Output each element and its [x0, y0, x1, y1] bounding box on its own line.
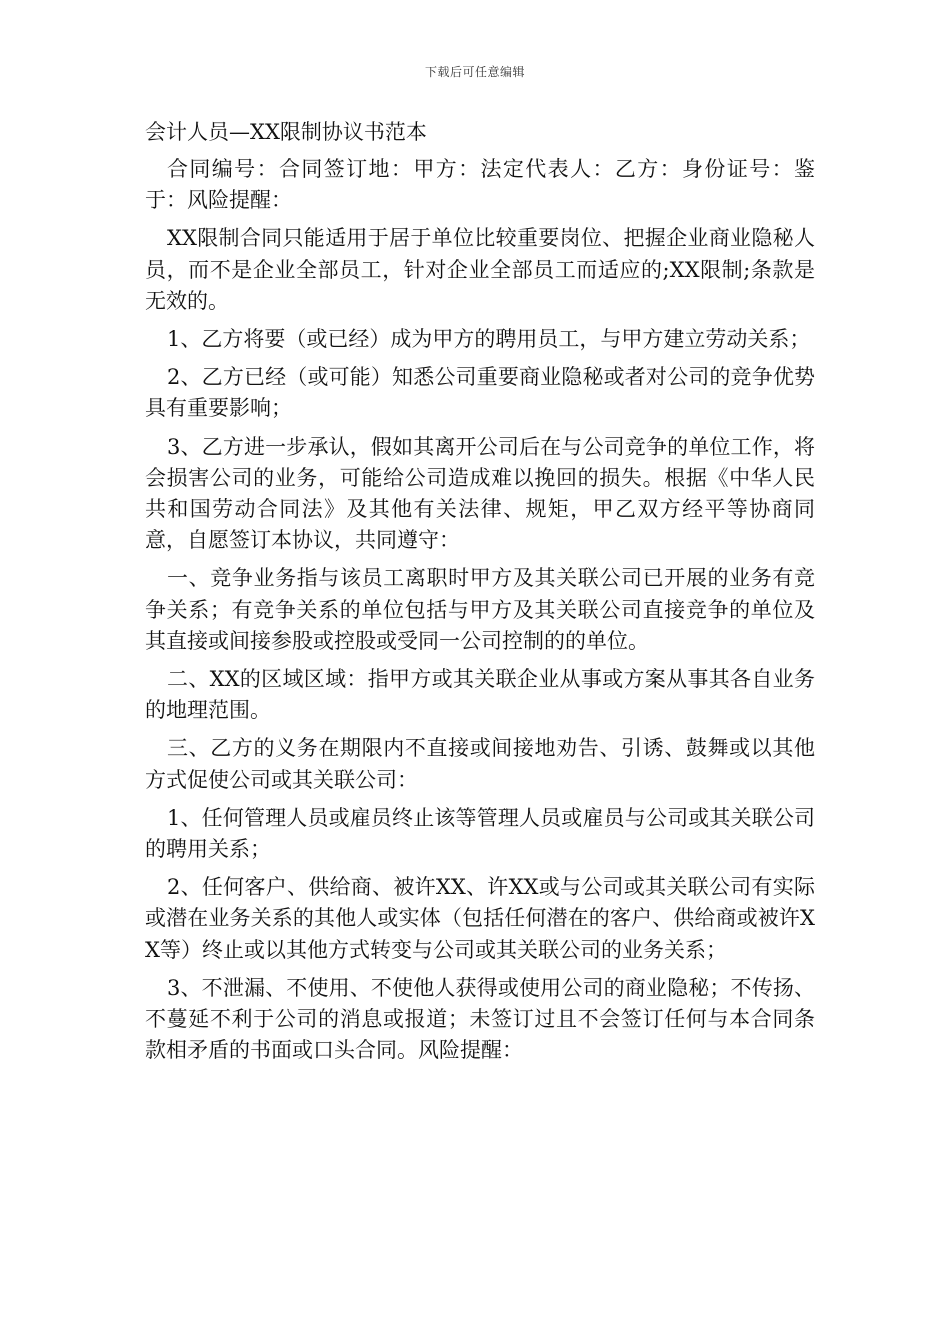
- paragraph-section-2: 二、XX的区域区域：指甲方或其关联企业从事或方案从事其各自业务的地理范围。: [145, 667, 815, 723]
- paragraph-contract-info: 合同编号：合同签订地：甲方：法定代表人：乙方：身份证号：鉴于：风险提醒：: [145, 157, 815, 213]
- paragraph-section-3: 三、乙方的义务在期限内不直接或间接地劝告、引诱、鼓舞或以其他方式促使公司或其关联公司：: [145, 736, 815, 792]
- paragraph-item-2: 2、乙方已经（或可能）知悉公司重要商业隐秘或者对公司的竞争优势具有重要影响；: [145, 365, 815, 421]
- paragraph-item-3: 3、乙方进一步承认，假如其离开公司后在与公司竞争的单位工作，将会损害公司的业务，可能给公司造成难以挽回的损失。根据《中华人民共和国劳动合同法》及其他有关法律、规矩，甲乙双方经平等协商同意，自愿签订本协议，共同遵守：: [145, 434, 815, 553]
- paragraph-obligation-1: 1、任何管理人员或雇员终止该等管理人员或雇员与公司或其关联公司的聘用关系；: [145, 805, 815, 862]
- paragraph-item-1: 1、乙方将要（或已经）成为甲方的聘用员工，与甲方建立劳动关系；: [167, 327, 811, 352]
- paragraph-risk-note: XX限制合同只能适用于居于单位比较重要岗位、把握企业商业隐秘人员，而不是企业全部员工，针对企业全部员工而适应的;XX限制;条款是无效的。: [145, 226, 815, 313]
- paragraph-section-1: 一、竞争业务指与该员工离职时甲方及其关联公司已开展的业务有竞争关系；有竞争关系的单位包括与甲方及其关联公司直接竞争的单位及其直接或间接参股或控股或受同一公司控制的的单位。: [145, 566, 815, 653]
- paragraph-obligation-2: 2、任何客户、供给商、被许XX、许XX或与公司或其关联公司有实际或潜在业务关系的其他人或实体（包括任何潜在的客户、供给商或被许XX等）终止或以其他方式转变与公司或其关联公司的业务关系；: [145, 875, 815, 962]
- paragraph-obligation-3: 3、不泄漏、不使用、不使他人获得或使用公司的商业隐秘；不传扬、不蔓延不利于公司的消息或报道；未签订过且不会签订任何与本合同条款相矛盾的书面或口头合同。风险提醒：: [145, 975, 815, 1063]
- document-body: [145, 116, 815, 1073]
- page-header: 下载后可任意编辑: [424, 65, 525, 79]
- document-title: 会计人员—XX限制协议书范本: [145, 120, 427, 144]
